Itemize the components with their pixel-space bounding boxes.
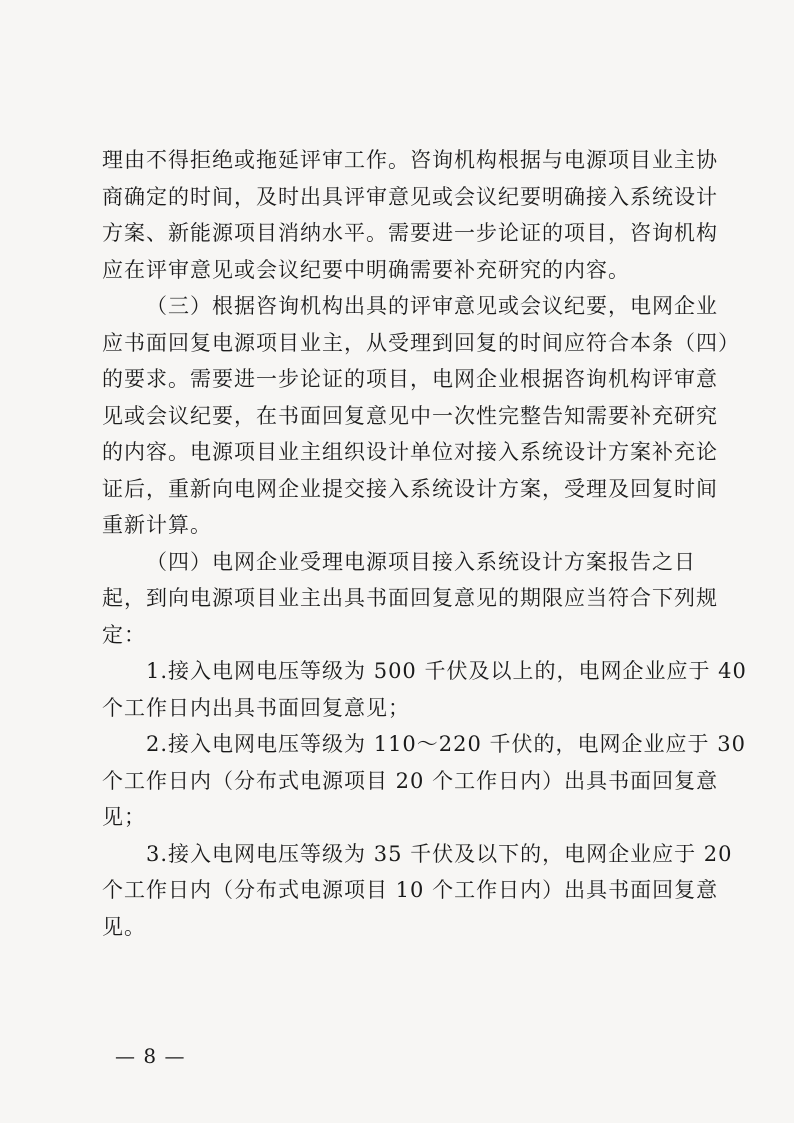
- text-line: 证后，重新向电网企业提交接入系统设计方案，受理及回复时间: [102, 476, 718, 501]
- list-item-line: 个工作日内（分布式电源项目 20 个工作日内）出具书面回复意: [102, 768, 719, 793]
- body-text: [102, 142, 747, 945]
- text-line: 应书面回复电源项目业主，从受理到回复的时间应符合本条（四）: [102, 330, 740, 355]
- text-line: 的要求。需要进一步论证的项目，电网企业根据咨询机构评审意: [102, 367, 718, 391]
- page-number: — 8 —: [115, 1044, 186, 1068]
- list-item-line: 见；: [102, 805, 146, 829]
- text-line: 理由不得拒绝或拖延评审工作。咨询机构根据与电源项目业主协: [102, 148, 718, 172]
- text-line: 的内容。电源项目业主组织设计单位对接入系统设计方案补充论: [102, 440, 718, 464]
- list-item-line: 个工作日内（分布式电源项目 10 个工作日内）出具书面回复意: [102, 878, 719, 902]
- text-line: 定：: [102, 622, 146, 647]
- text-line: （四）电网企业受理电源项目接入系统设计方案报告之日: [146, 549, 696, 574]
- text-line: 应在评审意见或会议纪要中明确需要补充研究的内容。: [102, 257, 630, 282]
- text-line: 见或会议纪要，在书面回复意见中一次性完整告知需要补充研究: [102, 403, 718, 428]
- list-item-line: 个工作日内出具书面回复意见；: [102, 695, 410, 720]
- list-item-line: 见。: [102, 914, 146, 939]
- text-line: 方案、新能源项目消纳水平。需要进一步论证的项目，咨询机构: [102, 221, 718, 245]
- list-item-line: 1.接入电网电压等级为 500 千伏及以上的，电网企业应于 40: [146, 659, 747, 683]
- list-item-line: 2.接入电网电压等级为 110～220 千伏的，电网企业应于 30: [146, 732, 746, 756]
- text-line: （三）根据咨询机构出具的评审意见或会议纪要，电网企业: [146, 294, 718, 318]
- text-line: 商确定的时间，及时出具评审意见或会议纪要明确接入系统设计: [102, 184, 718, 209]
- text-line: 重新计算。: [102, 513, 212, 537]
- list-item-line: 3.接入电网电压等级为 35 千伏及以下的，电网企业应于 20: [146, 841, 733, 866]
- text-line: 起，到向电源项目业主出具书面回复意见的期限应当符合下列规: [102, 586, 718, 610]
